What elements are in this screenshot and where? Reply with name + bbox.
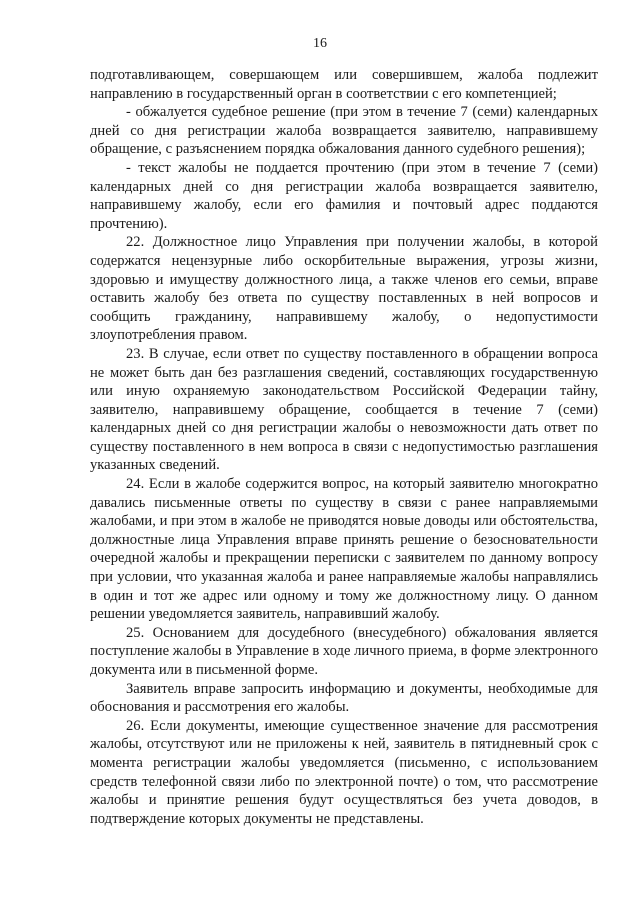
- paragraph-bullet-unreadable-text: - текст жалобы не поддается прочтению (при этом в течение 7 (семи) календарных дней со дня регистрации жалоба возвращается заявителю, направившему жалобу, если его фамилия и почтовый адрес поддаются прочтению).: [90, 159, 598, 232]
- paragraph-25: 25. Основанием для досудебного (внесудебного) обжалования является поступление жалобы в Управление в ходе личного приема, в форме электронного документа или в письменной форме.: [90, 624, 598, 678]
- document-body: [90, 66, 598, 828]
- paragraph-applicant-right: Заявитель вправе запросить информацию и документы, необходимые для обоснования и рассмотрения его жалобы.: [90, 680, 598, 716]
- page-number: 16: [313, 36, 327, 51]
- paragraph-bullet-court-decision: - обжалуется судебное решение (при этом в течение 7 (семи) календарных дней со дня регистрации жалоба возвращается заявителю, направившему обращение, с разъяснением порядка обжалования данного судебного решения);: [90, 104, 598, 158]
- paragraph-continuation: подготавливающем, совершающем или совершившем, жалоба подлежит направлению в государственный орган в соответствии с его компетенцией;: [90, 67, 598, 102]
- paragraph-23: 23. В случае, если ответ по существу поставленного в обращении вопроса не может быть дан без разглашения сведений, составляющих государственную или иную охраняемую законодательством Российской Федерации тайну, заявителю, направившему обращение, сообщается в течение 7 (семи) календарных дней со дня регистрации жалобы о невозможности дать ответ по существу поставленного в нем вопроса в связи с недопустимостью разглашения указанных сведений.: [90, 345, 598, 474]
- paragraph-24: 24. Если в жалобе содержится вопрос, на который заявителю многократно давались письменные ответы по существу в связи с ранее направляемыми жалобами, и при этом в жалобе не приводятся новые доводы или обстоятельства, должностные лица Управления вправе принять решение о безосновательности очередной жалобы и прекращении переписки с заявителем по данному вопросу при условии, что указанная жалоба и ранее направляемые жалобы направлялись в один и тот же адрес или одному и тому же должностному лицу. О данном решении уведомляется заявитель, направивший жалобу.: [90, 476, 598, 623]
- paragraph-26: 26. Если документы, имеющие существенное значение для рассмотрения жалобы, отсутствуют или не приложены к ней, заявитель в пятидневный срок с момента регистрации жалобы уведомляется (письменно, с использованием средств телефонной связи либо по электронной почте) о том, что рассмотрение жалобы и принятие решения будут осуществляться без учета доводов, в подтверждение которых документы не представлены.: [90, 717, 598, 827]
- paragraph-22: 22. Должностное лицо Управления при получении жалобы, в которой содержатся нецензурные либо оскорбительные выражения, угрозы жизни, здоровью и имуществу должностного лица, а также членов его семьи, вправе оставить жалобу без ответа по существу поставленных в ней вопросов и сообщить гражданину, направившему жалобу, о недопустимости злоупотребления правом.: [90, 234, 598, 344]
